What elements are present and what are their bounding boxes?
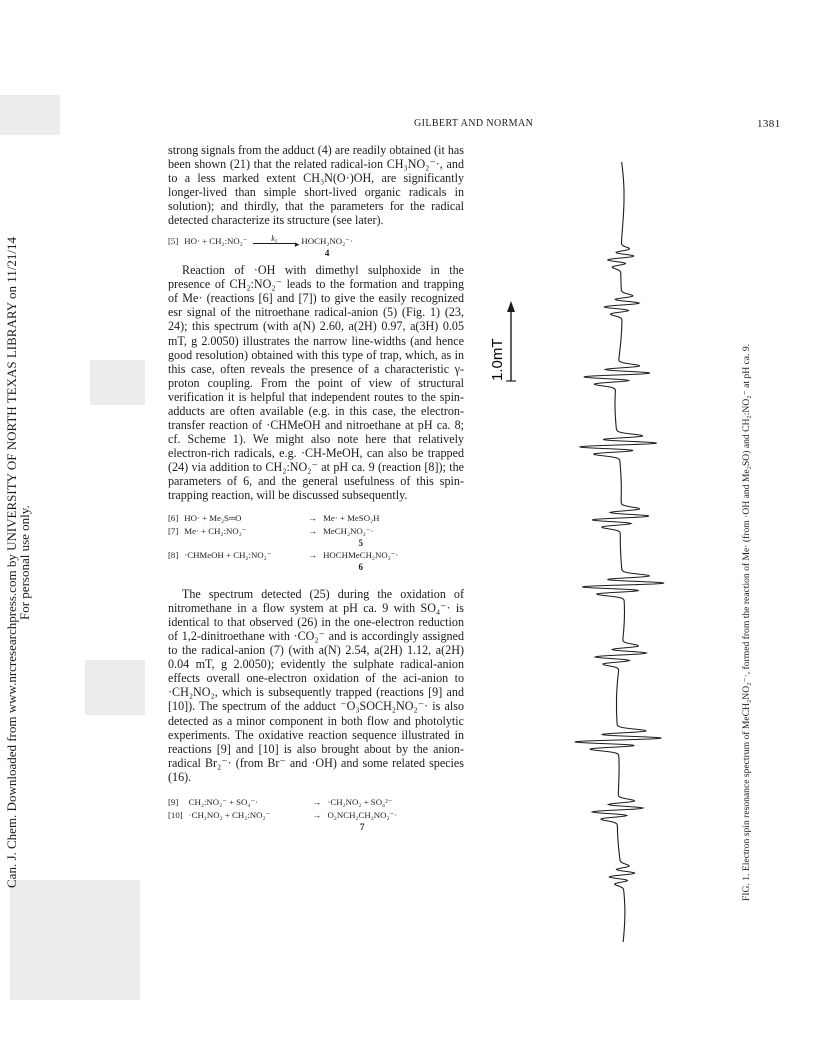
reaction-number: [6] xyxy=(168,513,179,524)
compound-number: 5 xyxy=(358,538,363,549)
products: MeCH₂NO₂⁻· xyxy=(323,526,374,537)
reaction-number: [9] xyxy=(168,796,179,807)
scale-bar-label: 1.0mT xyxy=(489,338,506,381)
paragraph: Reaction of ·OH with dimethyl sulphoxide in the presence of CH₂:NO₂⁻ leads to the formation and trapping of Me· (reactions [6] and [7]) to give the easily recognized esr signal of the nitroethane radical-anion (5) (Fig. 1) (23, 24); this spectrum (with a(N) 2.60, a(2H) 0.97, a(3H) 0.05 mT, g 2.0050) illustrates the narrow line-widths (and hence good resolution) obtained with this type of trap, which, as in this case, often reveals the presence of a characteristic γ-proton coupling. From the point of view of structural verification it is helpful that independent routes to the spin-adducts are often available (e.g. in this case, the electron-transfer reaction of ·CHMeOH and nitroethane at pH ca. 8; cf. Scheme 1). We might also note here that relatively electron-rich radicals, e.g. ·CH-MeOH, can also be trapped (24) via addition to CH₂:NO₂⁻ at pH ca. 9 (reaction [8]); the parameters of 6, and the general usefulness of this spin-trapping reaction, will be discussed subsequently. xyxy=(168,263,464,503)
text-column xyxy=(168,143,464,837)
reaction-arrow: → xyxy=(308,526,318,537)
reaction-arrow: → xyxy=(312,809,322,820)
personal-use-notice: For personal use only. xyxy=(17,505,32,620)
reaction-5 xyxy=(168,235,464,259)
scan-artifact xyxy=(0,95,60,135)
scan-artifact xyxy=(85,660,145,715)
products: ·CH₂NO₂ + SO₄²⁻ xyxy=(327,796,393,807)
download-notice: Can. J. Chem. Downloaded from www.nrcresearchpress.com by UNIVERSITY OF NORTH TEXAS LIBRARY on 11/21/14 xyxy=(4,237,19,888)
scan-artifact xyxy=(10,880,140,1000)
reactants: Me· + CH₂:NO₂⁻ xyxy=(184,526,247,537)
paragraph: strong signals from the adduct (4) are readily obtained (it has been shown (21) that the related radical-ion CH₃NO₂⁻·, and to a less marked extent CH₃N(O·)OH, are significantly longer-lived than simple short-lived organic radicals in solution); and thirdly, that the parameters for the radical detected characterize its structure (see later). xyxy=(168,143,464,228)
reactants: HO· + Me₂S═O xyxy=(184,513,242,524)
reaction-number: [5] xyxy=(168,236,179,247)
reactants: ·CHMeOH + CH₂:NO₂⁻ xyxy=(184,550,272,561)
rate-constant: k₅ xyxy=(271,234,278,244)
page-number: 1381 xyxy=(757,118,781,130)
reaction-arrow: → xyxy=(308,550,318,561)
reactants: HO· + CH₂:NO₂⁻ xyxy=(184,236,248,247)
compound-number: 6 xyxy=(358,562,363,573)
reactants: ·CH₂NO₂ + CH₂:NO₂⁻ xyxy=(188,809,271,820)
products: HOCHMeCH₂NO₂⁻· xyxy=(323,550,399,561)
figure-caption: FIG. 1. Electron spin resonance spectrum of MeCH₂NO₂⁻·, formed from the reaction of Me· (from ·OH and Me₂SO) and CH₂:NO₂⁻ at pH ca. 9. xyxy=(741,343,752,901)
paragraph: The spectrum detected (25) during the oxidation of nitromethane in a flow system at pH ca. 9 with SO₄⁻· is identical to that observed (26) in the one-electron reduction of 1,2-dinitroethane with ·CO₂⁻ and is accordingly assigned to the radical-anion (7) (with a(N) 2.54, a(2H) 1.12, a(2H) 0.04 mT, g 2.0050); evidently the sulphate radical-anion effects overall one-electron oxidation of the aci-anion to ·CH₂NO₂, which is subsequently trapped (reactions [9] and [10]). The spectrum of the adduct ⁻O₃SOCH₂NO₂⁻· is also detected as a minor component in both flow and photolytic experiments. The oxidative reaction sequence illustrated in reactions [9] and [10] is also brought about by the anion-radical Br₂⁻· (from Br⁻ and ·OH) and some related species (16). xyxy=(168,587,464,784)
reactions-6-8 xyxy=(168,512,464,573)
compound-number: 4 xyxy=(324,248,330,259)
products: HOCH₂NO₂⁻· xyxy=(301,236,353,247)
compound-number: 7 xyxy=(360,821,365,832)
reaction-number: [8] xyxy=(168,550,179,561)
reaction-arrow: → xyxy=(312,796,322,807)
products: Me· + MeSO₂H xyxy=(323,513,380,524)
scan-artifact xyxy=(90,360,145,405)
running-head-authors: GILBERT AND NORMAN xyxy=(414,118,534,129)
reaction-number: [7] xyxy=(168,526,179,537)
rate-arrow: k₅ ▸ xyxy=(253,235,301,248)
spectrum-trace xyxy=(575,162,664,942)
products: O₂NCH₂CH₂NO₂⁻· xyxy=(327,809,398,820)
esr-spectrum xyxy=(480,150,710,950)
reactions-9-10 xyxy=(168,796,464,833)
reaction-number: [10] xyxy=(168,809,183,820)
reaction-arrow: → xyxy=(308,513,318,524)
reactants: CH₂:NO₂⁻ + SO₄⁻· xyxy=(188,796,259,807)
